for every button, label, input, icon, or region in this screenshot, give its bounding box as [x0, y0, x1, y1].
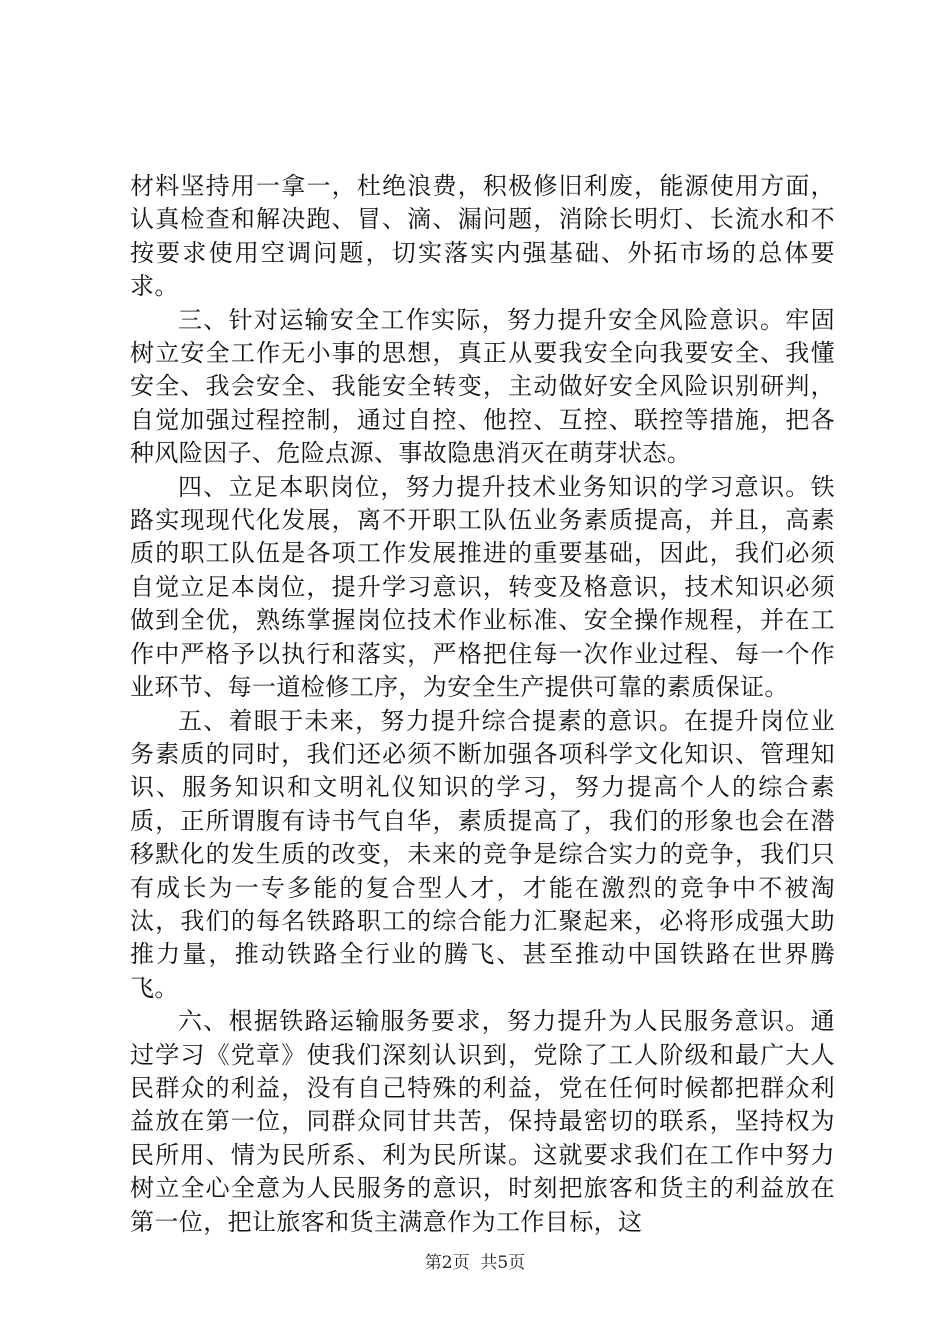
paragraph-section-3: 三、针对运输安全工作实际，努力提升安全风险意识。牢固树立安全工作无小事的思想，真正从要我安全向我要安全、我懂安全、我会安全、我能安全转变，主动做好安全风险识别研判，自觉加强过程控制，通过自控、他控、互控、联控等措施，把各种风险因子、危险点源、事故隐患消灭在萌芽状态。: [130, 305, 835, 468]
paragraph-section-6: 六、根据铁路运输服务要求，努力提升为人民服务意识。通过学习《党章》使我们深刻认识到，党除了工人阶级和最广大人民群众的利益，没有自己特殊的利益，党在任何时候都把群众利益放在第一位，同群众同甘共苦，保持最密切的联系，坚持权为民所用、情为民所系、利为民所谋。这就要求我们在工作中努力树立全心全意为人民服务的意识，时刻把旅客和货主的利益放在第一位，把让旅客和货主满意作为工作目标，这: [130, 1007, 835, 1236]
paragraph-section-4: 四、立足本职岗位，努力提升技术业务知识的学习意识。铁路实现现代化发展，离不开职工队伍业务素质提高，并且，高素质的职工队伍是各项工作发展推进的重要基础，因此，我们必须自觉立足本岗位，提升学习意识，转变及格意识，技术知识必须做到全优，熟练掌握岗位技术作业标准、安全操作规程，并在工作中严格予以执行和落实，严格把住每一次作业过程、每一个作业环节、每一道检修工序，为安全生产提供可靠的素质保证。: [130, 472, 835, 702]
page-footer: 第2页 共5页: [424, 1253, 526, 1273]
paragraph-continuation: 材料坚持用一拿一，杜绝浪费，积极修旧利废，能源使用方面，认真检查和解决跑、冒、滴、漏问题，消除长明灯、长流水和不按要求使用空调问题，切实落实内强基础、外拓市场的总体要求。: [130, 172, 835, 301]
document-body: [130, 170, 835, 1239]
paragraph-section-5: 五、着眼于未来，努力提升综合提素的意识。在提升岗位业务素质的同时，我们还必须不断加强各项科学文化知识、管理知识、服务知识和文明礼仪知识的学习，努力提高个人的综合素质，正所谓腹有诗书气自华，素质提高了，我们的形象也会在潜移默化的发生质的改变，未来的竞争是综合实力的竞争，我们只有成长为一专多能的复合型人才，才能在激烈的竞争中不被淘汰，我们的每名铁路职工的综合能力汇聚起来，必将形成强大助推力量，推动铁路全行业的腾飞、甚至推动中国铁路在世界腾飞。: [130, 706, 835, 1002]
